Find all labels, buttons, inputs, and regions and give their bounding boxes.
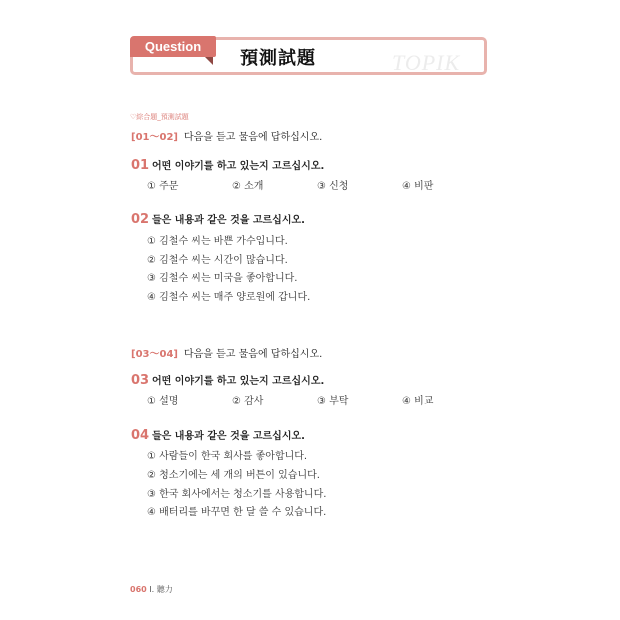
question-text: 들은 내용과 같은 것을 고르십시오. xyxy=(152,431,305,442)
option-3[interactable]: ③ 김철수 씨는 미국을 좋아합니다. xyxy=(147,273,298,284)
option-2[interactable]: ② 김철수 씨는 시간이 많습니다. xyxy=(147,255,288,266)
option-3[interactable]: ③ 신청 xyxy=(317,181,349,192)
tab-fold-decoration xyxy=(205,57,213,65)
question-number: 01 xyxy=(131,158,150,173)
group-instruction xyxy=(131,345,322,360)
option-1[interactable]: ① 설명 xyxy=(147,396,179,407)
question-number: 03 xyxy=(131,373,150,388)
option-2[interactable]: ② 감사 xyxy=(232,396,264,407)
question-04 xyxy=(131,427,305,443)
question-range: [01～02] xyxy=(131,132,178,143)
option-3[interactable]: ③ 한국 회사에서는 청소기를 사용합니다. xyxy=(147,489,327,500)
topik-watermark: TOPIK xyxy=(392,50,461,75)
option-4[interactable]: ④ 배터리를 바꾸면 한 달 쓸 수 있습니다. xyxy=(147,507,327,518)
question-03 xyxy=(131,372,324,388)
option-3[interactable]: ③ 부탁 xyxy=(317,396,349,407)
question-text: 들은 내용과 같은 것을 고르십시오. xyxy=(152,215,305,226)
instruction-text: 다음을 듣고 물음에 답하십시오. xyxy=(183,132,323,143)
question-text: 어떤 이야기를 하고 있는지 고르십시오. xyxy=(152,376,325,387)
section-tag: ♡綜合題_預測試題 xyxy=(130,113,189,121)
option-4[interactable]: ④ 비판 xyxy=(402,181,434,192)
option-2[interactable]: ② 소개 xyxy=(232,181,264,192)
question-range: [03～04] xyxy=(131,349,178,360)
question-number: 04 xyxy=(131,428,150,443)
page-number: 060 xyxy=(130,585,147,594)
group-instruction xyxy=(131,128,322,143)
footer-label: I. 聽力 xyxy=(149,585,173,594)
question-tab: Question xyxy=(130,36,216,57)
option-2[interactable]: ② 청소기에는 세 개의 버튼이 있습니다. xyxy=(147,470,320,481)
question-text: 어떤 이야기를 하고 있는지 고르십시오. xyxy=(152,161,325,172)
option-1[interactable]: ① 주문 xyxy=(147,181,179,192)
option-4[interactable]: ④ 김철수 씨는 매주 양로원에 갑니다. xyxy=(147,292,311,303)
instruction-text: 다음을 듣고 물음에 답하십시오. xyxy=(183,349,323,360)
option-4[interactable]: ④ 비교 xyxy=(402,396,434,407)
page-title: 預測試題 xyxy=(240,48,316,69)
page-footer xyxy=(130,584,173,595)
option-1[interactable]: ① 사람들이 한국 회사를 좋아합니다. xyxy=(147,451,308,462)
question-number: 02 xyxy=(131,212,150,227)
question-01 xyxy=(131,157,324,173)
option-1[interactable]: ① 김철수 씨는 바쁜 가수입니다. xyxy=(147,236,288,247)
question-02 xyxy=(131,211,305,227)
